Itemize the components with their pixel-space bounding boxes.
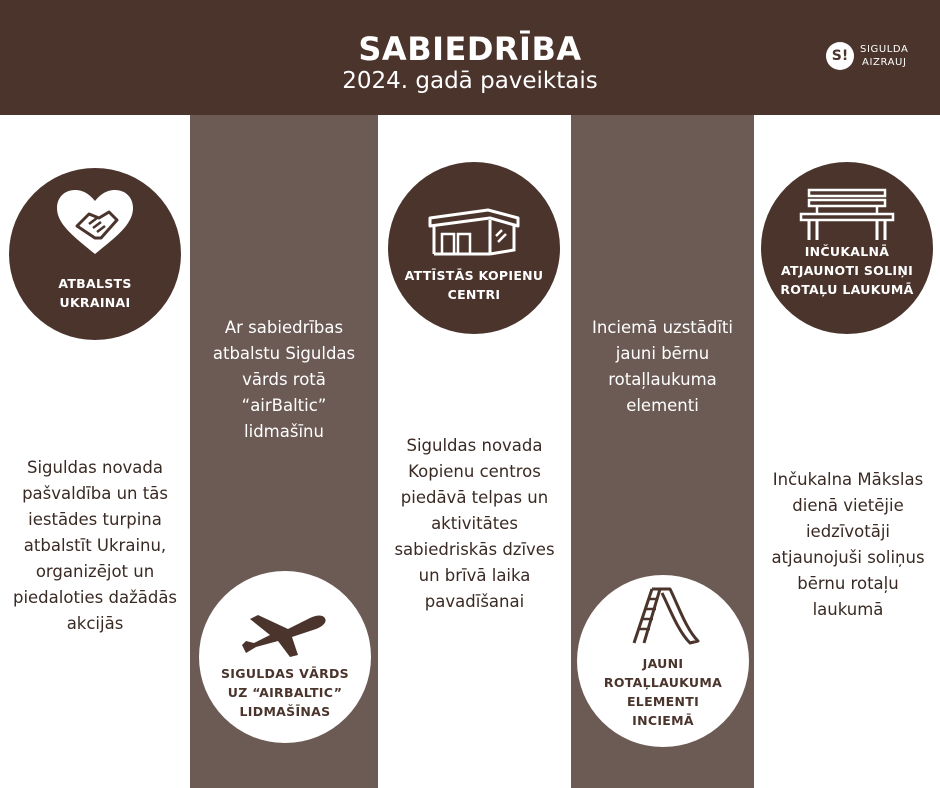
bench-icon: [799, 188, 895, 242]
circle-ukraine: [9, 168, 181, 340]
circle-label: SIGULDAS VĀRDS UZ “AIRBALTIC” LIDMAŠĪNAS: [221, 666, 349, 719]
logo-mark: S!: [826, 42, 854, 70]
community-building-icon: [428, 200, 520, 256]
header-banner: [0, 0, 940, 115]
page-title: SABIEDRĪBA: [358, 30, 582, 68]
column-bench: [754, 115, 940, 788]
column-text: Siguldas novada pašvaldība un tās iestādes turpina atbalstīt Ukrainu, organizējot un piedaloties dažādās akcijās: [12, 458, 178, 633]
circle-label: JAUNI ROTAĻLAUKUMA ELEMENTI INCIEMĀ: [603, 656, 723, 728]
column-community: [378, 115, 571, 788]
circle-label: ATBALSTS UKRAINAI: [58, 276, 132, 310]
logo-text: [860, 43, 909, 69]
circle-airbaltic: [199, 571, 371, 743]
heart-handshake-icon: [55, 188, 135, 258]
column-text: Ar sabiedrības atbalstu Siguldas vārds rotā “airBaltic” lidmašīnu: [212, 318, 356, 441]
column-text: Siguldas novada Kopienu centros piedāvā telpas un aktivitātes sabiedriskās dzīves un brīvā laika pavadīšanai: [394, 436, 555, 611]
airplane-icon: [242, 603, 328, 657]
column-text: Inciemā uzstādīti jauni bērnu rotaļlaukuma elementi: [592, 318, 733, 415]
column-playground: [571, 115, 754, 788]
playground-slide-icon: [630, 585, 700, 645]
column-airbaltic: [190, 115, 378, 788]
logo-line-1: SIGULDA: [860, 44, 909, 55]
circle-label: INČUKALNĀ ATJAUNOTI SOLIŅI ROTAĻU LAUKUMĀ: [780, 244, 914, 297]
column-ukraine: [0, 115, 190, 788]
column-text: Inčukalna Mākslas dienā vietējie iedzīvotāji atjaunojuši soliņus bērnu rotaļu laukumā: [771, 470, 925, 619]
page-subtitle: 2024. gadā paveiktais: [342, 68, 598, 94]
sigulda-logo: [826, 40, 926, 74]
logo-line-2: AIZRAUJ: [862, 57, 907, 68]
circle-label: ATTĪSTĀS KOPIENU CENTRI: [404, 268, 544, 302]
circle-playground: [577, 575, 749, 747]
circle-bench: [761, 162, 933, 334]
circle-community: [388, 162, 560, 334]
